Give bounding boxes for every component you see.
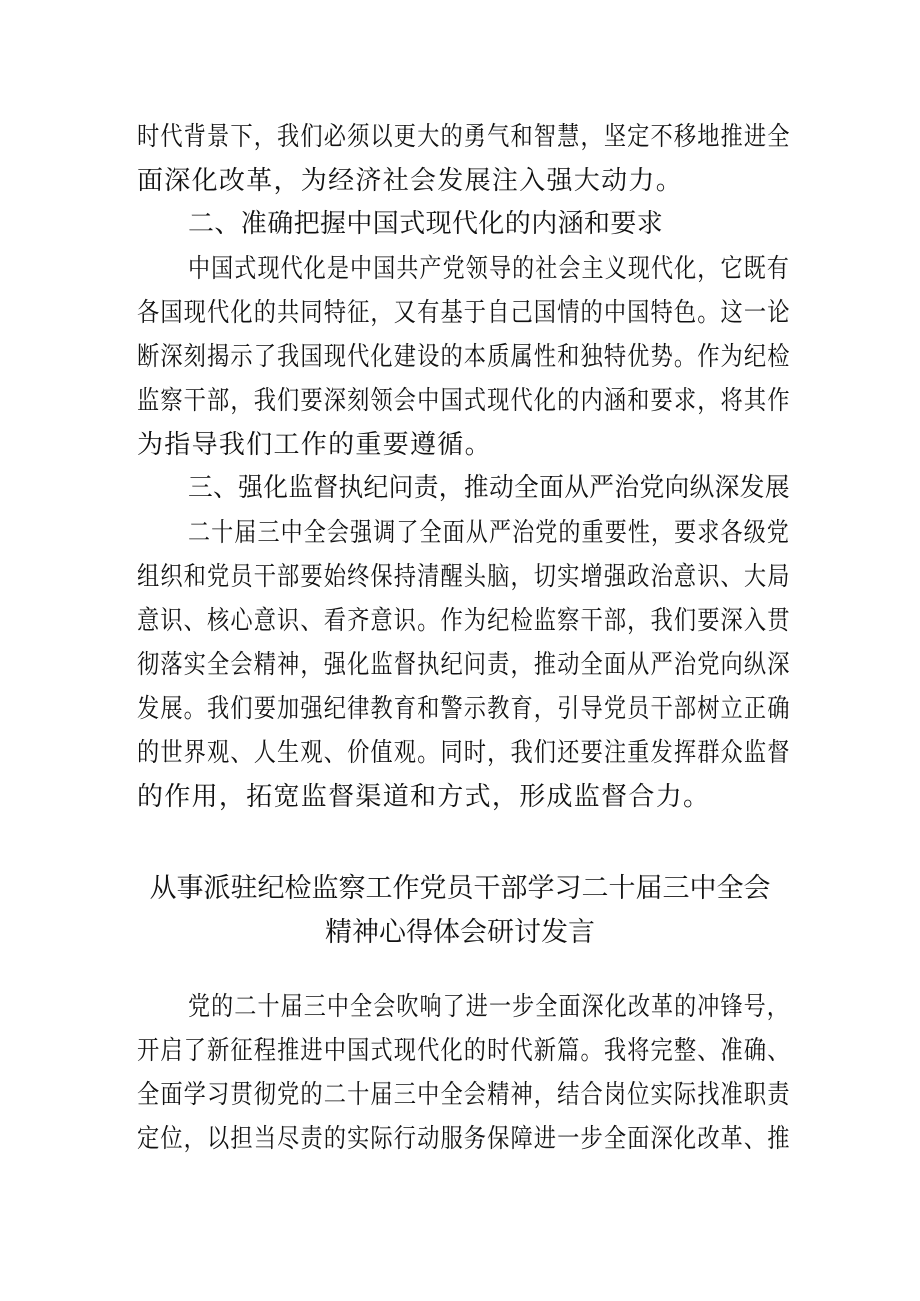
body-text-line: 定位，以担当尽责的实际行动服务保障进一步全面深化改革、推 bbox=[137, 1124, 791, 1154]
body-text-line: 开启了新征程推进中国式现代化的时代新篇。我将完整、准确、 bbox=[137, 1036, 791, 1066]
body-text-line: 中国式现代化是中国共产党领导的社会主义现代化，它既有 bbox=[188, 254, 790, 284]
body-text-line: 面深化改革，为经济社会发展注入强大动力。 bbox=[137, 166, 684, 196]
body-text-line: 全面学习贯彻党的二十届三中全会精神，结合岗位实际找准职责 bbox=[137, 1080, 791, 1110]
article-title-line: 精神心得体会研讨发言 bbox=[325, 917, 595, 948]
body-text-line: 发展。我们要加强纪律教育和警示教育，引导党员干部树立正确 bbox=[137, 694, 791, 724]
body-text-line: 断深刻揭示了我国现代化建设的本质属性和独特优势。作为纪检 bbox=[137, 342, 791, 372]
body-text-line: 意识、核心意识、看齐意识。作为纪检监察干部，我们要深入贯 bbox=[137, 606, 791, 636]
body-text-line: 的世界观、人生观、价值观。同时，我们还要注重发挥群众监督 bbox=[137, 738, 791, 768]
body-text-line: 时代背景下，我们必须以更大的勇气和智慧，坚定不移地推进全 bbox=[137, 122, 791, 152]
body-text-line: 监察干部，我们要深刻领会中国式现代化的内涵和要求，将其作 bbox=[137, 386, 791, 416]
body-text-line: 为指导我们工作的重要遵循。 bbox=[137, 430, 492, 460]
body-text-line: 二十届三中全会强调了全面从严治党的重要性，要求各级党 bbox=[188, 518, 790, 548]
body-text-line: 组织和党员干部要始终保持清醒头脑，切实增强政治意识、大局 bbox=[137, 562, 791, 592]
body-text-line: 各国现代化的共同特征，又有基于自己国情的中国特色。这一论 bbox=[137, 298, 791, 328]
body-text-line: 彻落实全会精神，强化监督执纪问责，推动全面从严治党向纵深 bbox=[137, 650, 791, 680]
article-title-line: 从事派驻纪检监察工作党员干部学习二十届三中全会 bbox=[149, 873, 771, 904]
section-heading: 三、强化监督执纪问责，推动全面从严治党向纵深发展 bbox=[188, 473, 790, 503]
body-text-line: 党的二十届三中全会吹响了进一步全面深化改革的冲锋号， bbox=[188, 992, 790, 1022]
body-text-line: 的作用，拓宽监督渠道和方式，形成监督合力。 bbox=[137, 782, 711, 812]
section-heading: 二、准确把握中国式现代化的内涵和要求 bbox=[188, 209, 664, 239]
